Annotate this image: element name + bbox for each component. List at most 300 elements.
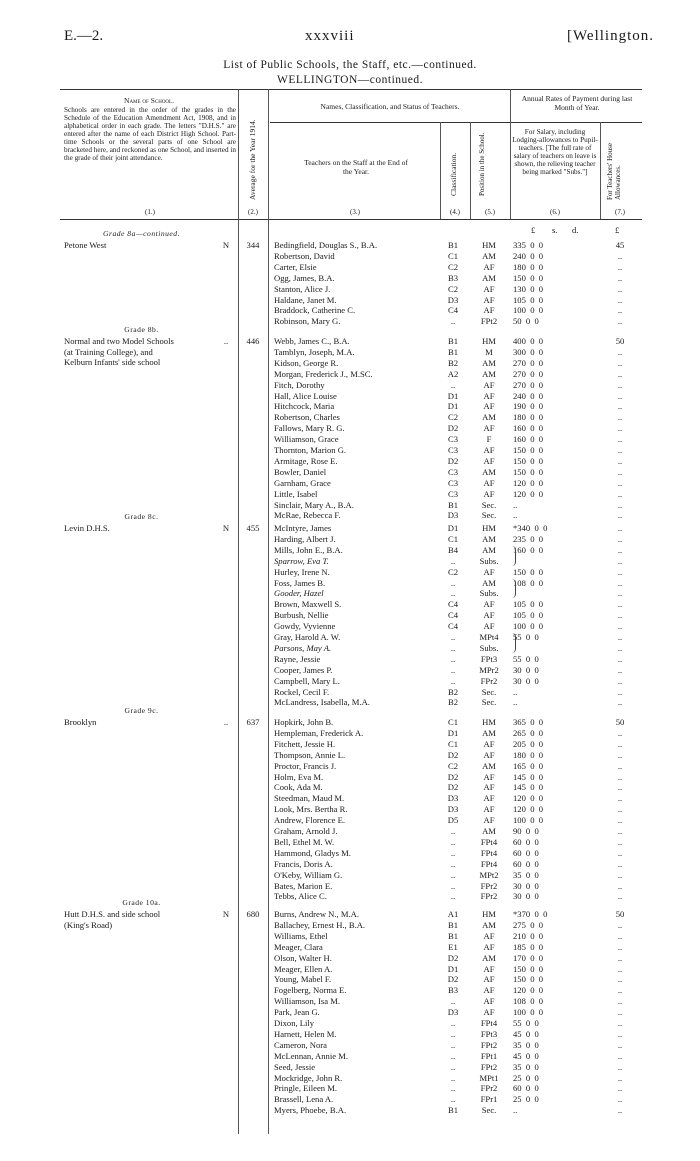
teacher-salary: 150 0 0 <box>513 455 544 466</box>
teacher-name: Holm, Eva M. <box>274 771 324 782</box>
grade-heading: Grade 8a—continued. <box>103 229 180 238</box>
teacher-name: Foss, James B. <box>274 577 326 588</box>
school-name-line: Kelburn Infants' side school <box>64 357 161 367</box>
dhs-marker: .. <box>223 717 229 727</box>
teacher-salary: 235 0 0 <box>513 533 544 544</box>
teacher-name: Bedingfield, Douglas S., B.A. <box>274 240 378 250</box>
teacher-name: Williams, Ethel <box>274 930 328 941</box>
teacher-salary: 150 0 0 <box>513 445 544 455</box>
teacher-position: AF <box>483 390 495 401</box>
teacher-position: HM <box>482 336 496 346</box>
teacher-name: Ballachey, Ernest H., B.A. <box>274 919 366 930</box>
teacher-name: Brassell, Lena A. <box>274 1094 334 1105</box>
house-allowance: .. <box>617 1007 623 1018</box>
house-allowance: .. <box>617 533 623 544</box>
teacher-classification: .. <box>450 880 456 891</box>
teacher-row <box>0 545 700 556</box>
teacher-salary: 45 0 0 <box>513 1050 539 1061</box>
teacher-classification: .. <box>450 858 456 869</box>
teacher-salary: 180 0 0 <box>513 412 544 423</box>
house-allowance: 50 <box>615 909 625 919</box>
teacher-classification: C3 <box>447 488 459 499</box>
table-title: List of Public Schools, the Staff, etc.—continued. <box>223 59 477 71</box>
header-bottom-rule <box>60 219 642 220</box>
school-name-line: (King's Road) <box>64 919 113 930</box>
teacher-classification: D2 <box>447 771 459 782</box>
col6-number: (6.) <box>550 208 560 216</box>
teacher-row <box>0 728 700 739</box>
teacher-salary: 55 0 0 <box>513 632 539 642</box>
house-allowance: .. <box>617 357 623 368</box>
house-allowance: .. <box>617 272 623 283</box>
teacher-name: Morgan, Frederick J., M.SC. <box>274 368 373 379</box>
teacher-row <box>0 881 700 892</box>
allowance-pound-mark: £ <box>615 225 620 235</box>
teacher-salary: 300 0 0 <box>513 346 544 357</box>
teacher-name: Meager, Clara <box>274 941 323 952</box>
teacher-salary: 335 0 0 <box>513 240 544 250</box>
teacher-position: FPt4 <box>480 1018 498 1028</box>
teacher-salary: 240 0 0 <box>513 250 544 261</box>
house-allowance: .. <box>617 423 623 434</box>
teacher-position: FPr1 <box>480 1094 498 1105</box>
house-allowance: .. <box>617 782 623 793</box>
teacher-row <box>0 347 700 358</box>
teacher-classification: .. <box>450 891 456 902</box>
teacher-classification: D1 <box>447 401 459 412</box>
teacher-salary: 45 0 0 <box>513 1028 539 1039</box>
col2-number: (2.) <box>248 208 258 216</box>
teacher-salary: 90 0 0 <box>513 826 539 836</box>
teacher-row <box>0 931 700 942</box>
teacher-salary: 210 0 0 <box>513 930 544 941</box>
teacher-row <box>0 837 700 848</box>
teacher-position: FPt4 <box>480 858 498 869</box>
teacher-row <box>0 610 700 621</box>
average-attendance: 344 <box>246 240 260 250</box>
teacher-position: AF <box>483 793 495 804</box>
teacher-salary: 150 0 0 <box>513 272 544 283</box>
teacher-classification: B1 <box>447 240 459 250</box>
house-allowance: 50 <box>615 717 625 727</box>
teacher-classification: .. <box>450 836 456 847</box>
col6-top: Annual Rates of Payment during last Month of Year. <box>521 94 633 112</box>
teacher-name: Brown, Maxwell S. <box>274 599 342 610</box>
house-allowance: .. <box>617 261 623 272</box>
header-top-rule <box>60 89 642 90</box>
teacher-position: AF <box>483 804 495 815</box>
teacher-name: Francis, Doris A. <box>274 858 333 869</box>
teacher-salary: 100 0 0 <box>513 815 544 826</box>
dhs-marker: N <box>222 523 230 533</box>
teacher-name: Campbell, Mary L. <box>274 675 340 686</box>
teacher-classification: .. <box>450 632 456 642</box>
teacher-row <box>0 240 700 251</box>
teacher-salary: 30 0 0 <box>513 880 539 891</box>
teacher-name: Fallows, Mary R. G. <box>274 423 345 434</box>
teacher-salary: 60 0 0 <box>513 858 539 869</box>
teacher-salary: .. <box>513 1105 518 1116</box>
teacher-position: AF <box>483 1007 495 1018</box>
dhs-marker: .. <box>223 336 229 346</box>
teacher-classification: D2 <box>447 952 459 963</box>
teacher-row <box>0 295 700 306</box>
teacher-classification: .. <box>450 379 456 390</box>
teacher-classification: .. <box>450 1094 456 1105</box>
teacher-row <box>0 621 700 632</box>
teacher-salary: 120 0 0 <box>513 804 544 815</box>
teacher-name: Harding, Albert J. <box>274 533 336 544</box>
house-allowance: .. <box>617 466 623 477</box>
teacher-salary: 30 0 0 <box>513 664 539 675</box>
teacher-row <box>0 1018 700 1029</box>
teacher-name: Rayne, Jessie <box>274 653 321 664</box>
house-allowance: .. <box>617 510 623 521</box>
teacher-position: AM <box>482 577 496 588</box>
teacher-row <box>0 305 700 316</box>
teacher-name: Little, Isabel <box>274 488 318 499</box>
teacher-salary: 270 0 0 <box>513 368 544 379</box>
teacher-row <box>0 804 700 815</box>
teacher-name: Thornton, Marion G. <box>274 445 347 455</box>
teacher-name: McIntyre, James <box>274 523 332 533</box>
teacher-row <box>0 909 700 920</box>
teacher-position: AF <box>483 738 495 749</box>
teacher-row <box>0 1029 700 1040</box>
teacher-position: FPt4 <box>480 847 498 858</box>
teacher-classification: B3 <box>447 272 459 283</box>
teacher-row <box>0 964 700 975</box>
grade-heading: Grade 9c. <box>124 706 159 715</box>
teacher-position: AF <box>483 610 495 621</box>
teacher-position: Sec. <box>481 1105 497 1116</box>
house-allowance: .. <box>617 941 623 952</box>
teacher-classification: D3 <box>447 793 459 804</box>
teacher-row <box>0 826 700 837</box>
teacher-position: AF <box>483 401 495 412</box>
teacher-position: AM <box>482 357 496 368</box>
teacher-salary: 145 0 0 <box>513 782 544 793</box>
teacher-name: Park, Jean G. <box>274 1007 320 1018</box>
teacher-name: Graham, Arnold J. <box>274 826 338 836</box>
teacher-position: AF <box>483 996 495 1007</box>
teacher-salary: .. <box>513 686 518 697</box>
teacher-position: FPt2 <box>480 1039 498 1050</box>
teacher-row <box>0 750 700 761</box>
teacher-salary: 60 0 0 <box>513 836 539 847</box>
house-allowance: .. <box>617 919 623 930</box>
house-allowance: .. <box>617 891 623 902</box>
teacher-name: McLandress, Isabella, M.A. <box>274 697 370 708</box>
teacher-classification: D1 <box>447 727 459 738</box>
teacher-classification: C2 <box>447 283 459 294</box>
teacher-salary: 105 0 0 <box>513 610 544 621</box>
teacher-name: Tamblyn, Joseph, M.A. <box>274 346 355 357</box>
teacher-salary: 400 0 0 <box>513 336 544 346</box>
house-allowance: .. <box>617 390 623 401</box>
teacher-salary: 100 0 0 <box>513 621 544 632</box>
house-allowance: 45 <box>615 240 625 250</box>
house-allowance: .. <box>617 1072 623 1083</box>
school-name-line: Brooklyn <box>64 717 97 727</box>
teacher-classification: C2 <box>447 566 459 577</box>
teacher-position: FPt2 <box>480 1061 498 1072</box>
teacher-position: MPt1 <box>479 1072 499 1083</box>
teacher-position: AM <box>482 544 496 555</box>
house-allowance: .. <box>617 1083 623 1094</box>
teacher-classification: D2 <box>447 782 459 793</box>
house-allowance: .. <box>617 555 623 566</box>
teacher-position: AM <box>482 272 496 283</box>
teacher-classification: C3 <box>447 434 459 445</box>
teacher-salary: 100 0 0 <box>513 305 544 316</box>
teacher-classification: C1 <box>447 717 459 727</box>
teacher-name: Seed, Jessie <box>274 1061 316 1072</box>
teacher-row <box>0 500 700 511</box>
house-allowance: .. <box>617 412 623 423</box>
teacher-salary: 365 0 0 <box>513 717 544 727</box>
house-allowance: .. <box>617 771 623 782</box>
house-allowance: .. <box>617 858 623 869</box>
teacher-position: AM <box>482 368 496 379</box>
house-allowance: .. <box>617 664 623 675</box>
teacher-name: McLennan, Annie M. <box>274 1050 348 1061</box>
col-divider-3 <box>440 122 441 219</box>
teacher-name: McRae, Rebecca F. <box>274 510 341 521</box>
teacher-name: Thompson, Annie L. <box>274 749 346 760</box>
teacher-classification: .. <box>450 555 456 566</box>
teacher-salary: 160 0 0 <box>513 544 544 555</box>
teacher-salary: 35 0 0 <box>513 1061 539 1072</box>
house-allowance: .. <box>617 869 623 880</box>
teacher-name: Webb, James C., B.A. <box>274 336 350 346</box>
house-allowance: .. <box>617 316 623 327</box>
teacher-row <box>0 953 700 964</box>
teacher-row <box>0 369 700 380</box>
teacher-position: MPt2 <box>479 869 499 880</box>
col-divider-6 <box>600 122 601 219</box>
teacher-row <box>0 380 700 391</box>
teacher-classification: .. <box>450 675 456 686</box>
teacher-name: Burns, Andrew N., M.A. <box>274 909 359 919</box>
teacher-position: AM <box>482 466 496 477</box>
teacher-classification: C3 <box>447 445 459 455</box>
teacher-name: Myers, Phoebe, B.A. <box>274 1105 347 1116</box>
house-allowance: .. <box>617 836 623 847</box>
teacher-classification: D1 <box>447 963 459 974</box>
teacher-row <box>0 1105 700 1116</box>
teacher-salary: 25 0 0 <box>513 1094 539 1105</box>
teacher-position: AM <box>482 727 496 738</box>
house-allowance: .. <box>617 1105 623 1116</box>
teacher-salary: 185 0 0 <box>513 941 544 952</box>
teacher-name: Williamson, Grace <box>274 434 339 445</box>
teacher-position: M <box>485 346 493 357</box>
teacher-classification: C4 <box>447 621 459 632</box>
teacher-classification: C4 <box>447 610 459 621</box>
house-allowance: .. <box>617 1061 623 1072</box>
dhs-marker: N <box>222 909 230 919</box>
house-allowance: .. <box>617 826 623 836</box>
teacher-name: Hammond, Gladys M. <box>274 847 351 858</box>
house-allowance: .. <box>617 815 623 826</box>
teacher-salary: 275 0 0 <box>513 919 544 930</box>
school-name-line: Hutt D.H.S. and side school <box>64 909 161 919</box>
teacher-name: Ogg, James, B.A. <box>274 272 335 283</box>
teacher-salary: 120 0 0 <box>513 488 544 499</box>
teacher-name: Bates, Marion E. <box>274 880 333 891</box>
teacher-position: AF <box>483 305 495 316</box>
teacher-position: Subs. <box>479 555 499 566</box>
teacher-name: Robertson, David <box>274 250 335 261</box>
teacher-classification: .. <box>450 642 456 653</box>
teacher-row <box>0 1094 700 1105</box>
teacher-position: AF <box>483 941 495 952</box>
teacher-classification: .. <box>450 1039 456 1050</box>
teacher-name: Hopkirk, John B. <box>274 717 334 727</box>
house-allowance: .. <box>617 1050 623 1061</box>
teacher-position: AF <box>483 985 495 996</box>
teacher-classification: A1 <box>447 909 459 919</box>
col7-title: For Teachers' House Allowances. <box>606 142 622 200</box>
teacher-row <box>0 251 700 262</box>
dhs-marker: N <box>222 240 230 250</box>
school-name-line: Normal and two Model Schools <box>64 336 174 346</box>
teacher-row <box>0 782 700 793</box>
teacher-row <box>0 599 700 610</box>
teacher-salary: 265 0 0 <box>513 727 544 738</box>
teacher-classification: C2 <box>447 760 459 771</box>
average-attendance: 637 <box>246 717 260 727</box>
teacher-classification: B1 <box>447 919 459 930</box>
teacher-row <box>0 717 700 728</box>
teacher-position: AF <box>483 283 495 294</box>
teacher-row <box>0 920 700 931</box>
teacher-classification: .. <box>450 588 456 599</box>
teacher-position: Subs. <box>479 642 499 653</box>
teacher-position: AF <box>483 782 495 793</box>
teacher-salary: 60 0 0 <box>513 847 539 858</box>
teacher-position: AM <box>482 760 496 771</box>
teacher-name: Burbush, Nellie <box>274 610 329 621</box>
teacher-classification: D3 <box>447 1007 459 1018</box>
teacher-row <box>0 942 700 953</box>
teacher-position: AM <box>482 250 496 261</box>
house-allowance: .. <box>617 1094 623 1105</box>
teacher-row <box>0 1073 700 1084</box>
page-code: E.—2. <box>64 28 104 44</box>
house-allowance: .. <box>617 455 623 466</box>
teacher-row <box>0 676 700 687</box>
teacher-classification: D3 <box>447 294 459 305</box>
teacher-salary: 25 0 0 <box>513 1072 539 1083</box>
teacher-row <box>0 578 700 589</box>
teacher-classification: .. <box>450 1072 456 1083</box>
teacher-position: FPr2 <box>480 675 498 686</box>
teacher-row <box>0 284 700 295</box>
house-allowance: .. <box>617 305 623 316</box>
average-attendance: 446 <box>246 336 260 346</box>
house-allowance: .. <box>617 477 623 488</box>
col3-title: Teachers on the Staff at the End of the Year. <box>304 158 408 176</box>
teacher-position: AF <box>483 488 495 499</box>
col-divider-5 <box>510 89 511 219</box>
house-allowance: .. <box>617 588 623 599</box>
teacher-salary: 150 0 0 <box>513 466 544 477</box>
house-allowance: .. <box>617 985 623 996</box>
teacher-row <box>0 478 700 489</box>
teacher-position: AF <box>483 455 495 466</box>
teacher-row <box>0 1083 700 1094</box>
teacher-salary: 270 0 0 <box>513 379 544 390</box>
house-allowance: 50 <box>615 336 625 346</box>
teacher-name: Proctor, Francis J. <box>274 760 337 771</box>
teacher-row <box>0 1007 700 1018</box>
teacher-position: MPr2 <box>479 664 499 675</box>
teacher-row <box>0 654 700 665</box>
house-allowance: .. <box>617 847 623 858</box>
average-attendance: 680 <box>246 909 260 919</box>
teacher-position: Sec. <box>481 499 497 510</box>
teacher-row <box>0 1051 700 1062</box>
teacher-row <box>0 262 700 273</box>
col7-number: (7.) <box>615 208 625 216</box>
teacher-name: Gooder, Hazel <box>274 588 324 599</box>
teacher-name: Mockridge, John R. <box>274 1072 343 1083</box>
teacher-name: Mills, John E., B.A. <box>274 544 343 555</box>
teacher-position: FPr2 <box>480 1083 498 1094</box>
teacher-position: AM <box>482 412 496 423</box>
teacher-row <box>0 567 700 578</box>
teacher-position: AM <box>482 952 496 963</box>
teacher-name: Parsons, May A. <box>274 642 332 653</box>
teacher-position: HM <box>482 717 496 727</box>
teacher-classification: .. <box>450 869 456 880</box>
teacher-classification: D2 <box>447 749 459 760</box>
teacher-row <box>0 665 700 676</box>
teacher-position: AF <box>483 423 495 434</box>
teacher-name: Cameron, Nora <box>274 1039 327 1050</box>
house-allowance: .. <box>617 675 623 686</box>
teacher-salary: 165 0 0 <box>513 760 544 771</box>
teacher-salary: 270 0 0 <box>513 357 544 368</box>
teacher-classification: .. <box>450 577 456 588</box>
house-allowance: .. <box>617 610 623 621</box>
teacher-classification: .. <box>450 1050 456 1061</box>
house-allowance: .. <box>617 686 623 697</box>
region-heading: [Wellington. <box>566 28 654 44</box>
teacher-position: AM <box>482 826 496 836</box>
teacher-name: Fogelberg, Norma E. <box>274 985 347 996</box>
house-allowance: .. <box>617 804 623 815</box>
teacher-row <box>0 632 700 643</box>
teacher-classification: B1 <box>447 499 459 510</box>
grade-heading: Grade 10a. <box>122 898 161 907</box>
house-allowance: .. <box>617 401 623 412</box>
teacher-row <box>0 489 700 500</box>
teacher-classification: C3 <box>447 466 459 477</box>
teacher-classification: D2 <box>447 974 459 985</box>
teacher-classification: B1 <box>447 1105 459 1116</box>
house-allowance: .. <box>617 621 623 632</box>
teacher-position: AF <box>483 599 495 610</box>
teacher-name: Cook, Ada M. <box>274 782 323 793</box>
teacher-position: Sec. <box>481 686 497 697</box>
house-allowance: .. <box>617 294 623 305</box>
house-allowance: .. <box>617 368 623 379</box>
house-allowance: .. <box>617 738 623 749</box>
school-name-line: (at Training College), and <box>64 346 153 357</box>
